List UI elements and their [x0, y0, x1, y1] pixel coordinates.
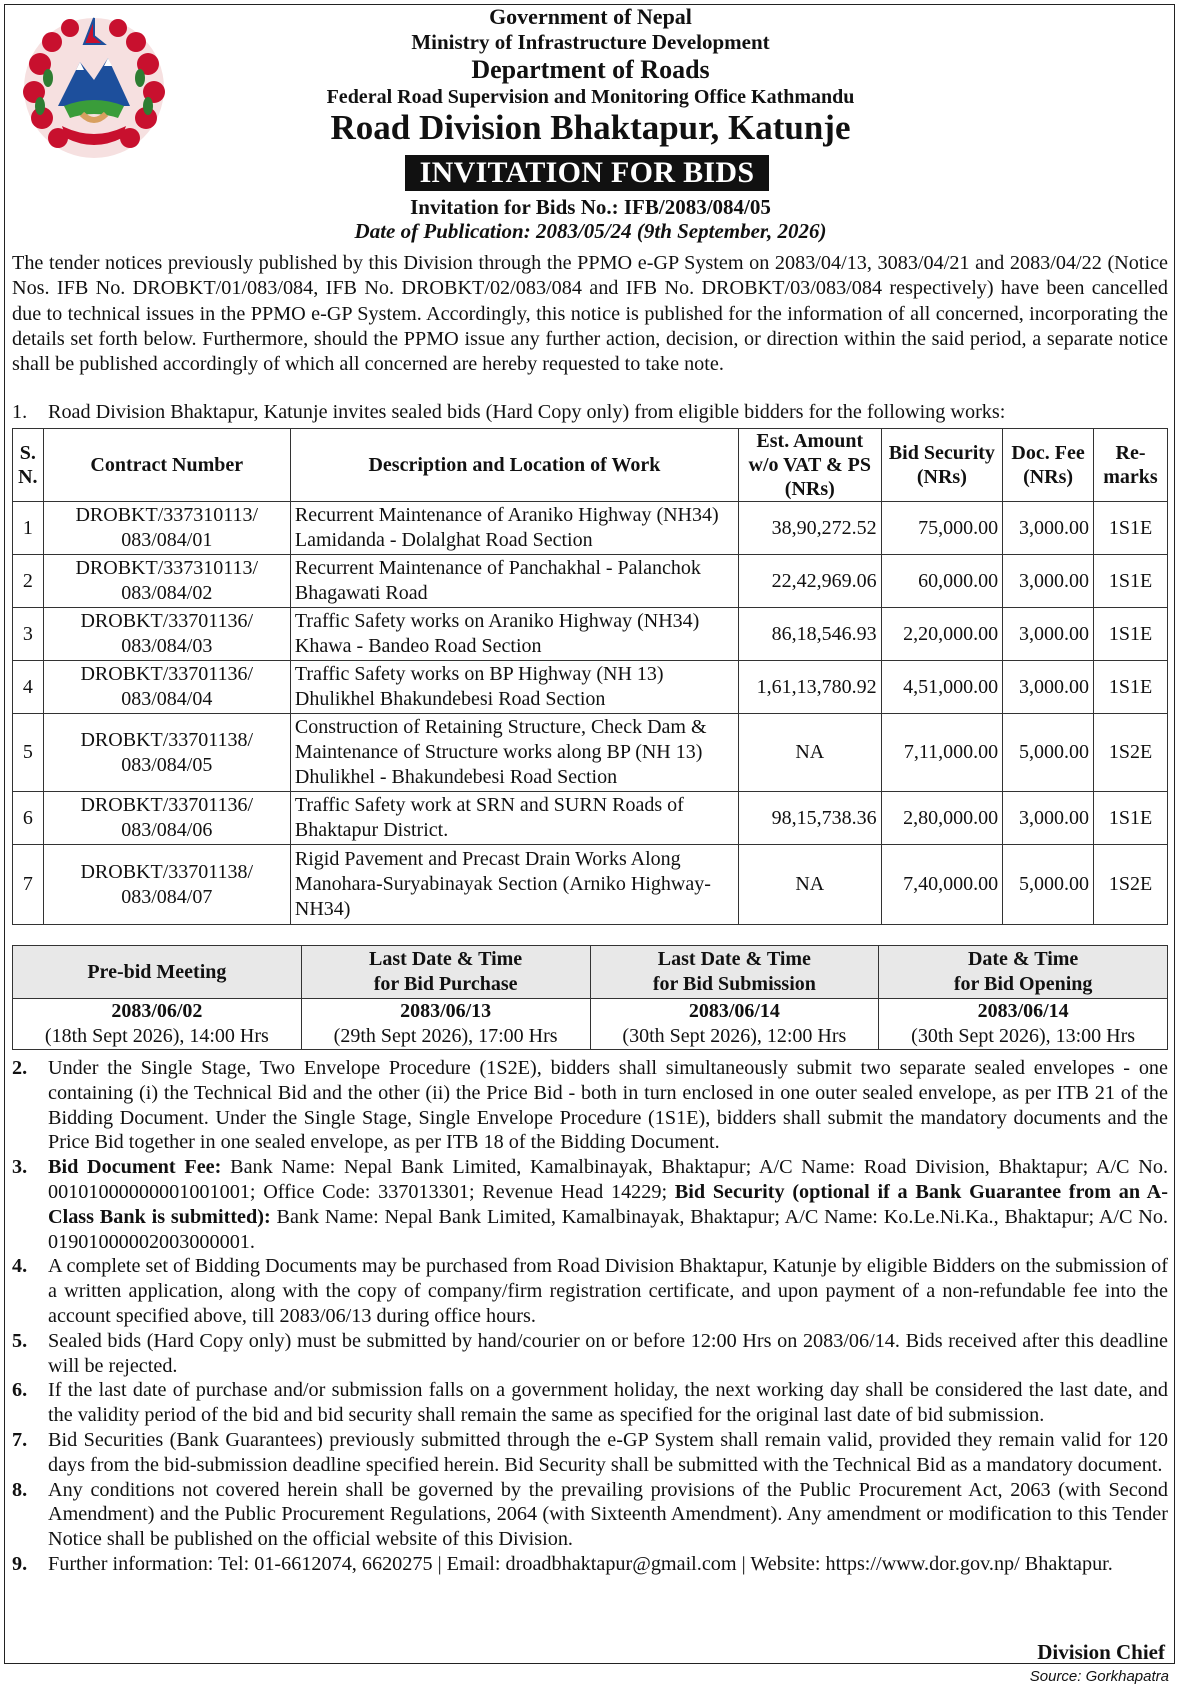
- clause-number: 4.: [12, 1255, 28, 1278]
- cell-sn: 3: [13, 608, 44, 661]
- cell-remarks: 1S1E: [1094, 661, 1168, 714]
- col-header-security: Bid Security (NRs): [881, 429, 1003, 502]
- clause-number: 8.: [12, 1478, 28, 1501]
- cell-remarks: 1S1E: [1094, 608, 1168, 661]
- cell-amount: 22,42,969.06: [738, 555, 881, 608]
- header-government: Government of Nepal: [489, 4, 692, 29]
- schedule-header-prebid: [13, 946, 302, 999]
- cell-remarks: 1S2E: [1094, 714, 1168, 792]
- clause-6: [12, 1378, 1168, 1428]
- cell-contract: DROBKT/33701136/ 083/084/06: [43, 792, 290, 845]
- clause-list: [12, 1056, 1168, 1577]
- source-credit: Source: Gorkhapatra: [1029, 1668, 1169, 1685]
- clause-text: Bid Securities (Bank Guarantees) previously submitted through the e-GP System shall remain valid, provided they remain valid for 120 days from the bid-submission deadline specified herein. Bid Security shall be submitted with the Technical Bid as a mandatory document.: [48, 1428, 1168, 1476]
- cell-sn: 7: [13, 845, 44, 925]
- cell-amount: 98,15,738.36: [738, 792, 881, 845]
- header-office: Federal Road Supervision and Monitoring Office Kathmandu: [326, 86, 855, 108]
- schedule-cell-prebid: [13, 999, 302, 1050]
- cell-contract: DROBKT/337310113/ 083/084/02: [43, 555, 290, 608]
- table-row: [13, 714, 1168, 792]
- clause-number: 2.: [12, 1057, 28, 1079]
- table-row: [13, 608, 1168, 661]
- col-header-description: Description and Location of Work: [290, 429, 738, 502]
- schedule-header-line: Last Date & Time: [369, 948, 523, 970]
- clause-number: 6.: [12, 1379, 28, 1402]
- cell-fee: 3,000.00: [1003, 502, 1094, 555]
- cell-fee: 5,000.00: [1003, 845, 1094, 925]
- col-header-contract: Contract Number: [43, 429, 290, 502]
- cell-fee: 3,000.00: [1003, 555, 1094, 608]
- clause-text: Under the Single Stage, Two Envelope Procedure (1S2E), bidders shall simultaneously submit two separate sealed envelopes - one containing (i) the Technical Bid and the other (ii) the Price Bid - both in turn enclosed in one outer sealed envelope, as per ITB 21 of the Bidding Document. Under the Single Stage, Single Envelope Procedure (1S1E), bidders shall submit the mandatory documents and the Price Bid together in one sealed envelope, as per ITB 18 of the Bidding Document.: [48, 1057, 1168, 1154]
- schedule-date: 2083/06/13: [400, 1000, 492, 1022]
- cell-contract: DROBKT/33701136/ 083/084/03: [43, 608, 290, 661]
- schedule-date: 2083/06/02: [111, 1000, 203, 1022]
- schedule-header-line: Last Date & Time: [657, 948, 811, 970]
- bid-fee-details: Bank Name: Nepal Bank Limited, Kamalbinayak, Bhaktapur; A/C Name: Road Division, Bhaktapur; A/C No. 00101000000001001001; Office Code: 337013301; Revenue Head 14229;: [48, 1156, 1168, 1203]
- schedule-detail: (29th Sept 2026), 17:00 Hrs: [333, 1025, 558, 1047]
- schedule-header-line: for Bid Opening: [953, 973, 1093, 995]
- clause-text: Sealed bids (Hard Copy only) must be submitted by hand/courier on or before 12:00 Hrs on 2083/06/14. Bids received after this deadline will be rejected.: [48, 1329, 1168, 1377]
- cell-description: Recurrent Maintenance of Panchakhal - Palanchok Bhagawati Road: [290, 555, 738, 608]
- ifb-number: Invitation for Bids No.: IFB/2083/084/05: [410, 195, 771, 219]
- clause-text: A complete set of Bidding Documents may be purchased from Road Division Bhaktapur, Katunje by eligible Bidders on the submission of a written application, along with the copy of company/firm registration certificate, and upon payment of a non-refundable fee into the account specified above, till 2083/06/13 during office hours.: [48, 1255, 1168, 1327]
- table-row: [13, 555, 1168, 608]
- cell-contract: DROBKT/33701136/ 083/084/04: [43, 661, 290, 714]
- col-header-fee: Doc. Fee (NRs): [1003, 429, 1094, 502]
- schedule-date: 2083/06/14: [688, 1000, 780, 1022]
- cell-security: 2,80,000.00: [881, 792, 1003, 845]
- cell-description: Traffic Safety works on Araniko Highway (NH34) Khawa - Bandeo Road Section: [290, 608, 738, 661]
- schedule-cell-submission: [590, 999, 879, 1050]
- cell-remarks: 1S1E: [1094, 792, 1168, 845]
- invitation-banner: INVITATION FOR BIDS: [405, 155, 769, 191]
- clause-number: 7.: [12, 1428, 28, 1451]
- cell-security: 75,000.00: [881, 502, 1003, 555]
- col-header-remarks: Re- marks: [1094, 429, 1168, 502]
- clause-2: [12, 1056, 1168, 1155]
- cell-fee: 3,000.00: [1003, 608, 1094, 661]
- works-table: [12, 428, 1168, 925]
- schedule-detail: (30th Sept 2026), 12:00 Hrs: [622, 1025, 847, 1047]
- clause-text: If the last date of purchase and/or submission falls on a government holiday, the next working day shall be considered the last date, and the validity period of the bid and bid security shall remain the same as specified for the original last date of bid submission.: [48, 1379, 1168, 1427]
- clause-text: [48, 1155, 1168, 1254]
- clause-7: [12, 1428, 1168, 1478]
- cell-security: 4,51,000.00: [881, 661, 1003, 714]
- bid-security-details: Bank Name: Nepal Bank Limited, Kamalbinayak, Bhaktapur; A/C Name: Ko.Le.Ni.Ka., Bhaktapur; A/C No. 01901000002003000001.: [48, 1205, 1169, 1253]
- cell-description: Traffic Safety work at SRN and SURN Roads of Bhaktapur District.: [290, 792, 738, 845]
- cell-amount: 86,18,546.93: [738, 608, 881, 661]
- clause-number: 5.: [12, 1329, 28, 1352]
- col-header-amount: Est. Amount w/o VAT & PS (NRs): [738, 429, 881, 502]
- schedule-header-submission: [590, 946, 879, 999]
- header-ministry: Ministry of Infrastructure Development: [411, 30, 770, 54]
- cell-remarks: 1S1E: [1094, 555, 1168, 608]
- cell-remarks: 1S2E: [1094, 845, 1168, 925]
- cell-fee: 3,000.00: [1003, 792, 1094, 845]
- signer-title: Division Chief: [1037, 1640, 1165, 1664]
- cell-security: 7,11,000.00: [881, 714, 1003, 792]
- table-row: [13, 661, 1168, 714]
- table-row: [13, 792, 1168, 845]
- cell-contract: DROBKT/33701138/ 083/084/07: [43, 845, 290, 925]
- cell-sn: 1: [13, 502, 44, 555]
- cell-security: 7,40,000.00: [881, 845, 1003, 925]
- intro-paragraph: The tender notices previously published by this Division through the PPMO e-GP System on 2083/04/13, 3083/04/21 and 2083/04/22 (Notice Nos. IFB No. DROBKT/01/083/084, IFB No. DROBKT/02/083/084 and IFB No. DROBKT/03/083/084 respectively) have been cancelled due to technical issues in the PPMO e-GP System. Accordingly, this notice is published for the information of all concerned, incorporating the details set forth below. Furthermore, should the PPMO issue any further action, decision, or direction within the said period, a separate notice shall be published accordingly of which all concerned are hereby requested to take note.: [12, 252, 1168, 376]
- publication-date: Date of Publication: 2083/05/24 (9th September, 2026): [354, 219, 827, 243]
- schedule-date: 2083/06/14: [977, 1000, 1069, 1022]
- clause-9: [12, 1552, 1168, 1577]
- schedule-header-line: for Bid Purchase: [373, 973, 518, 995]
- clause-text: Any conditions not covered herein shall be governed by the prevailing provisions of the Public Procurement Act, 2063 (with Second Amendment) and the Public Procurement Regulations, 2064 (with Sixteenth Amendment). Any amendment or modification to this Tender Notice shall be published on the official website of this Division.: [48, 1478, 1168, 1551]
- schedule-cell-opening: [879, 999, 1168, 1050]
- cell-description: Construction of Retaining Structure, Check Dam & Maintenance of Structure works along BP (NH 13) Dhulikhel - Bhakundebesi Road Section: [290, 714, 738, 792]
- clause-text: Further information: Tel: 01-6612074, 6620275 | Email: droadbhaktapur@gmail.com | Website: https://www.dor.gov.np/ Bhaktapur.: [48, 1552, 1113, 1575]
- clause-1: [12, 400, 1168, 425]
- schedule-header-opening: [879, 946, 1168, 999]
- table-row: [13, 502, 1168, 555]
- cell-description: Recurrent Maintenance of Araniko Highway (NH34) Lamidanda - Dolalghat Road Section: [290, 502, 738, 555]
- table-row: [13, 845, 1168, 925]
- schedule-header-purchase: [301, 946, 590, 999]
- clause-text: Road Division Bhaktapur, Katunje invites sealed bids (Hard Copy only) from eligible bidders for the following works:: [48, 401, 1006, 423]
- schedule-header-line: for Bid Submission: [652, 973, 816, 995]
- clause-4: [12, 1254, 1168, 1328]
- cell-contract: DROBKT/33701138/ 083/084/05: [43, 714, 290, 792]
- cell-description: Rigid Pavement and Precast Drain Works Along Manohara-Suryabinayak Section (Arniko Highway-NH34): [290, 845, 738, 925]
- header-department: Department of Roads: [471, 55, 710, 84]
- clause-8: [12, 1478, 1168, 1552]
- clause-number: 9.: [12, 1552, 28, 1575]
- header-division: Road Division Bhaktapur, Katunje: [330, 108, 851, 147]
- col-header-sn: S. N.: [13, 429, 44, 502]
- schedule-detail: (18th Sept 2026), 14:00 Hrs: [44, 1025, 269, 1047]
- schedule-table: [12, 945, 1168, 1050]
- cell-security: 2,20,000.00: [881, 608, 1003, 661]
- clause-3: [12, 1155, 1168, 1254]
- cell-description: Traffic Safety works on BP Highway (NH 13) Dhulikhel Bhakundebesi Road Section: [290, 661, 738, 714]
- cell-fee: 5,000.00: [1003, 714, 1094, 792]
- cell-security: 60,000.00: [881, 555, 1003, 608]
- clause-number: 1.: [12, 401, 28, 423]
- cell-amount: 38,90,272.52: [738, 502, 881, 555]
- schedule-cell-purchase: [301, 999, 590, 1050]
- cell-sn: 2: [13, 555, 44, 608]
- schedule-header-line: Pre-bid Meeting: [87, 960, 227, 983]
- cell-contract: DROBKT/337310113/ 083/084/01: [43, 502, 290, 555]
- cell-sn: 4: [13, 661, 44, 714]
- cell-remarks: 1S1E: [1094, 502, 1168, 555]
- cell-sn: 6: [13, 792, 44, 845]
- bid-fee-label: Bid Document Fee:: [48, 1156, 222, 1179]
- schedule-detail: (30th Sept 2026), 13:00 Hrs: [911, 1025, 1136, 1047]
- clause-number: 3.: [12, 1156, 28, 1179]
- cell-amount: 1,61,13,780.92: [738, 661, 881, 714]
- cell-fee: 3,000.00: [1003, 661, 1094, 714]
- cell-sn: 5: [13, 714, 44, 792]
- clause-5: [12, 1329, 1168, 1379]
- schedule-header-line: Date & Time: [967, 948, 1079, 970]
- bid-security-label: Bid Security (optional if a Bank Guarantee from an A-Class Bank is submitted):: [48, 1180, 1168, 1228]
- cell-amount: NA: [738, 714, 881, 792]
- cell-amount: NA: [738, 845, 881, 925]
